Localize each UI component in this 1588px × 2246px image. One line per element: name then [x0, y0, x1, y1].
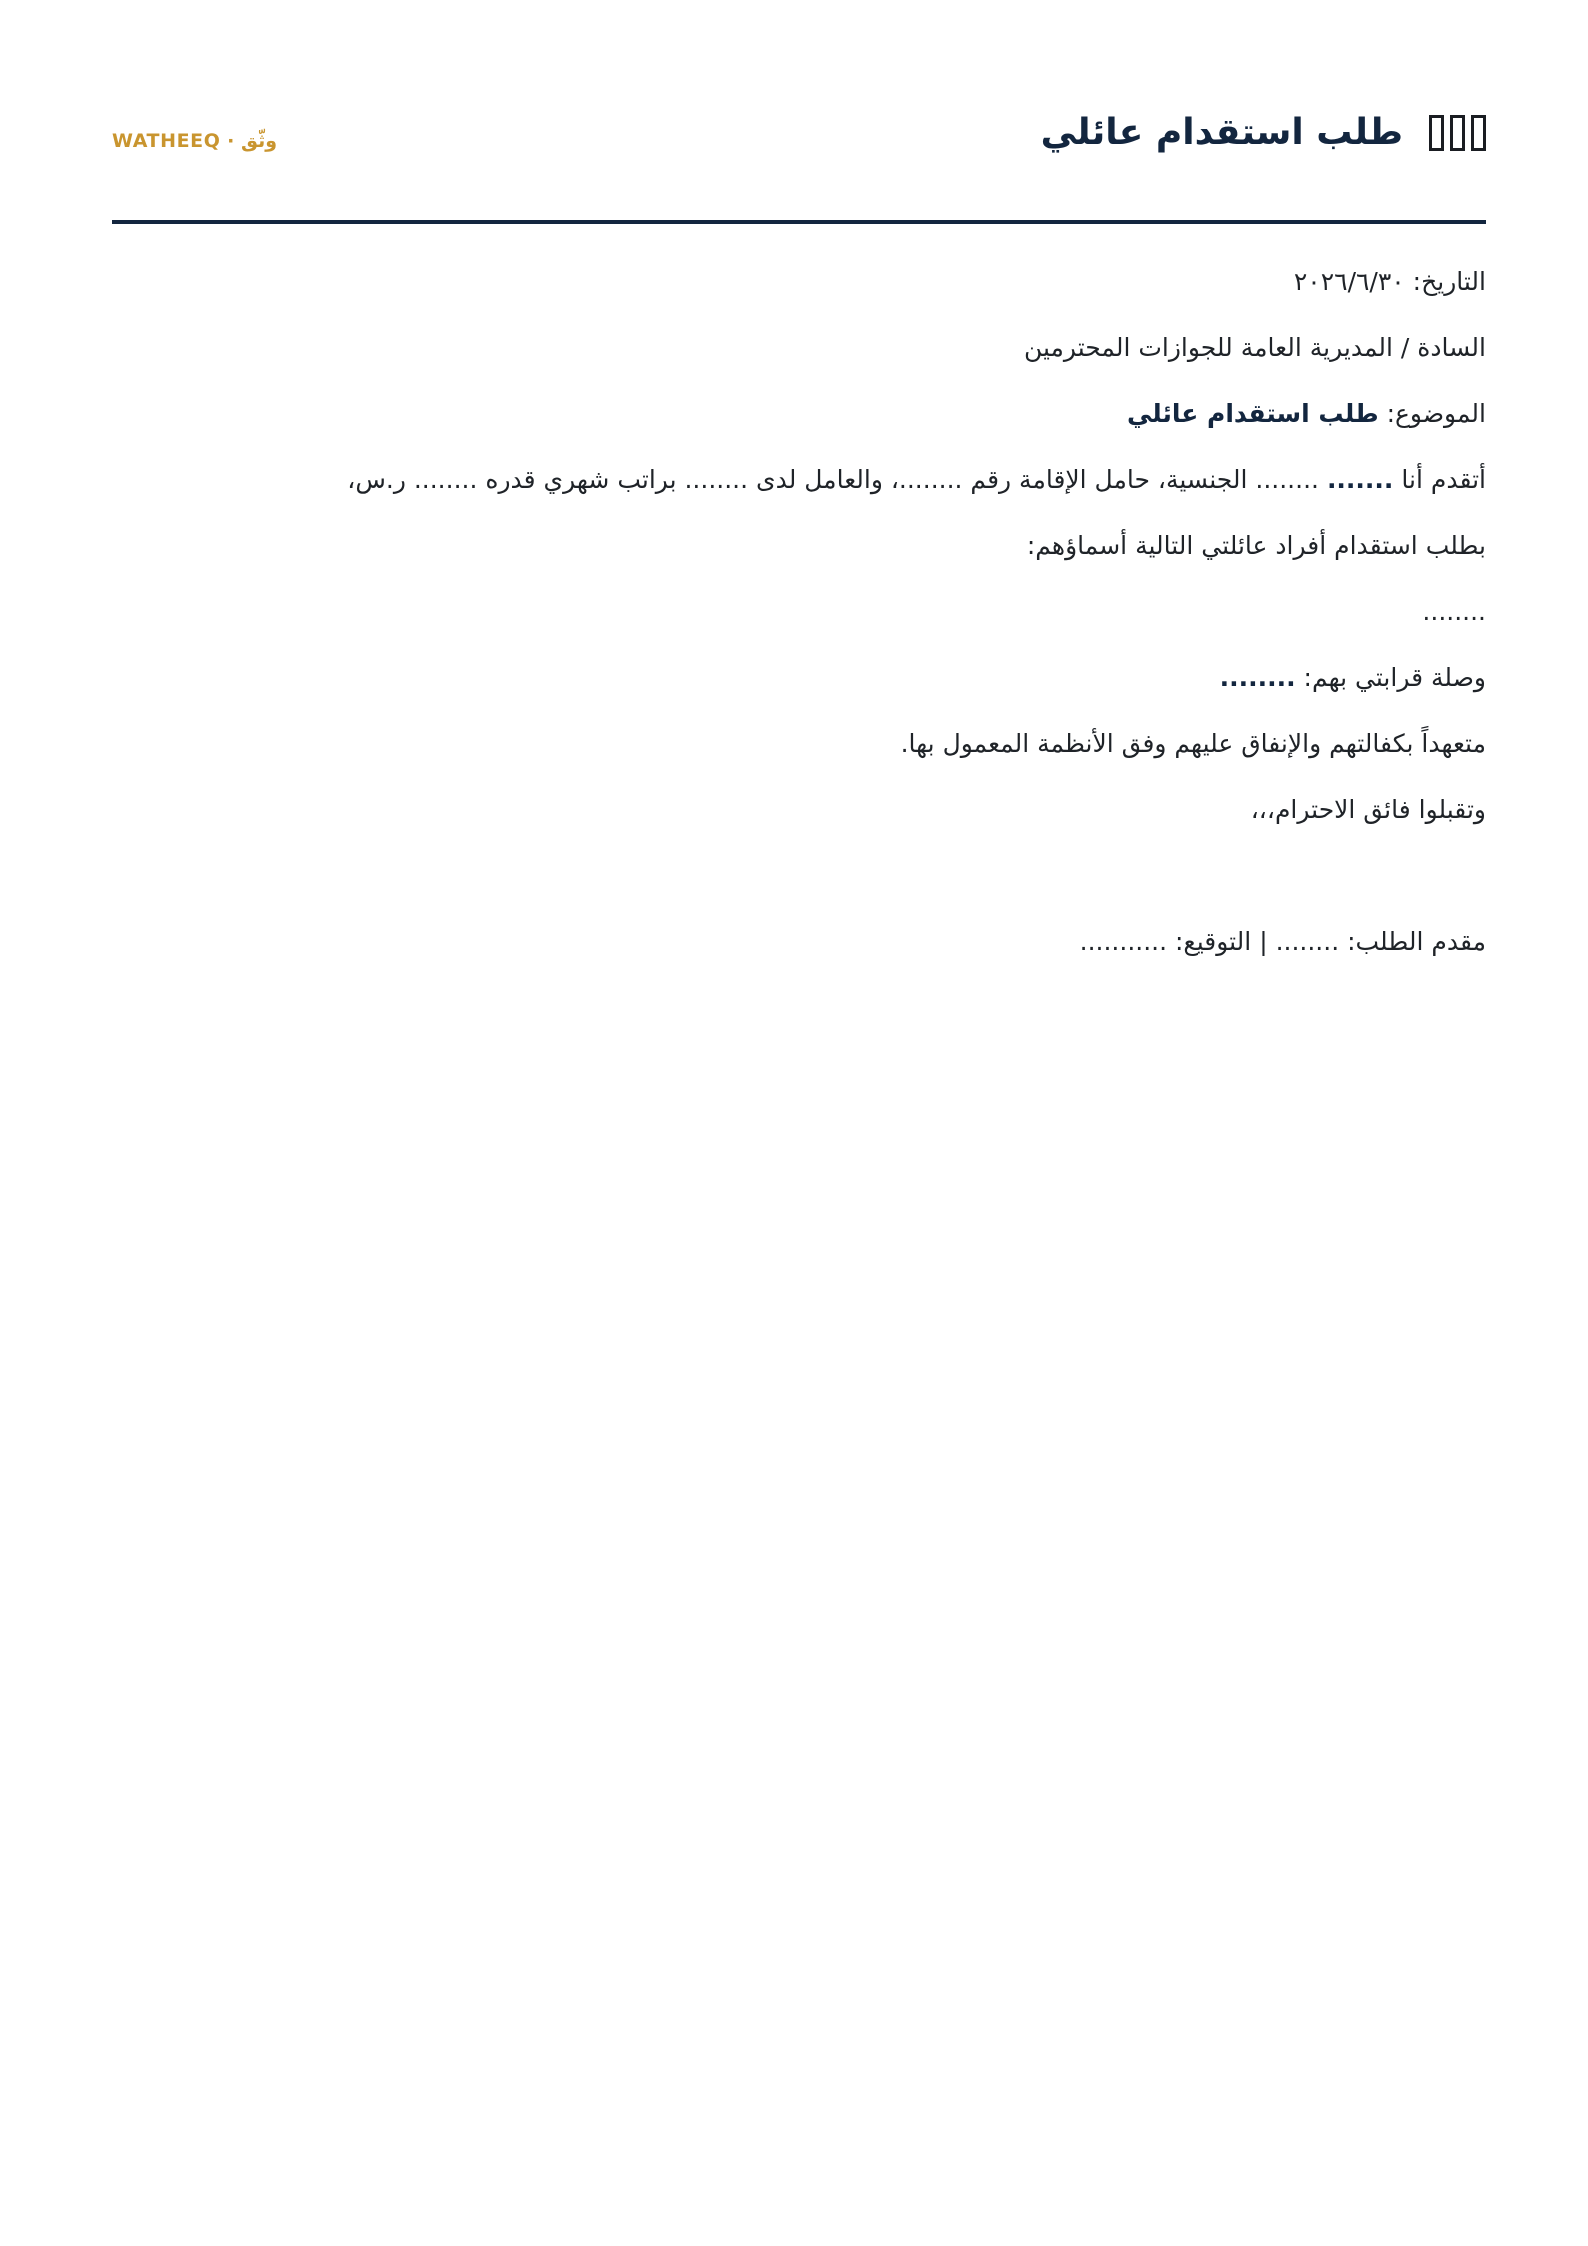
subject-value: طلب استقدام عائلي — [1126, 399, 1379, 428]
document-page — [112, 0, 1486, 2246]
intro-name-placeholder: ....... — [1326, 465, 1394, 494]
signature-line: مقدم الطلب: ........ | التوقيع: ........... — [1079, 927, 1486, 956]
intro-line — [112, 464, 1486, 530]
page-title: طلب استقدام عائلي — [1040, 112, 1403, 153]
closing-line: وتقبلوا فائق الاحترام،،، — [1250, 795, 1486, 824]
intro-rest: ........ الجنسية، حامل الإقامة رقم ........، والعامل لدى ........ براتب شهري قدره ........ ر.س، — [347, 465, 1319, 494]
letter-body — [112, 266, 1486, 992]
title-block — [1041, 112, 1486, 153]
intro-prefix: أتقدم أنا — [1401, 465, 1486, 494]
missing-glyph-icon — [1471, 115, 1486, 151]
date-value: ٢٠٢٦/٦/٣٠ — [1293, 267, 1405, 296]
missing-glyph-icon — [1450, 115, 1465, 151]
missing-glyph-icon — [1429, 115, 1444, 151]
subject-line — [112, 398, 1486, 464]
document-header — [112, 112, 1486, 172]
relation-line — [112, 662, 1486, 728]
relation-value: ........ — [1219, 663, 1296, 692]
date-label: التاريخ: — [1412, 267, 1486, 296]
request-line: بطلب استقدام أفراد عائلتي التالية أسماؤهم: — [1026, 531, 1486, 560]
brand-logo: وثّق · WATHEEQ — [112, 130, 278, 152]
header-divider — [112, 220, 1486, 224]
relation-label: وصلة قرابتي بهم: — [1303, 663, 1486, 692]
title-icon-group — [1429, 115, 1486, 151]
spacer — [112, 860, 1486, 926]
recipient-line: السادة / المديرية العامة للجوازات المحترمين — [1023, 333, 1486, 362]
date-line — [112, 266, 1486, 332]
subject-label: الموضوع: — [1386, 399, 1486, 428]
commitment-line: متعهداً بكفالتهم والإنفاق عليهم وفق الأنظمة المعمول بها. — [900, 729, 1486, 758]
names-placeholder: ........ — [1422, 597, 1486, 626]
